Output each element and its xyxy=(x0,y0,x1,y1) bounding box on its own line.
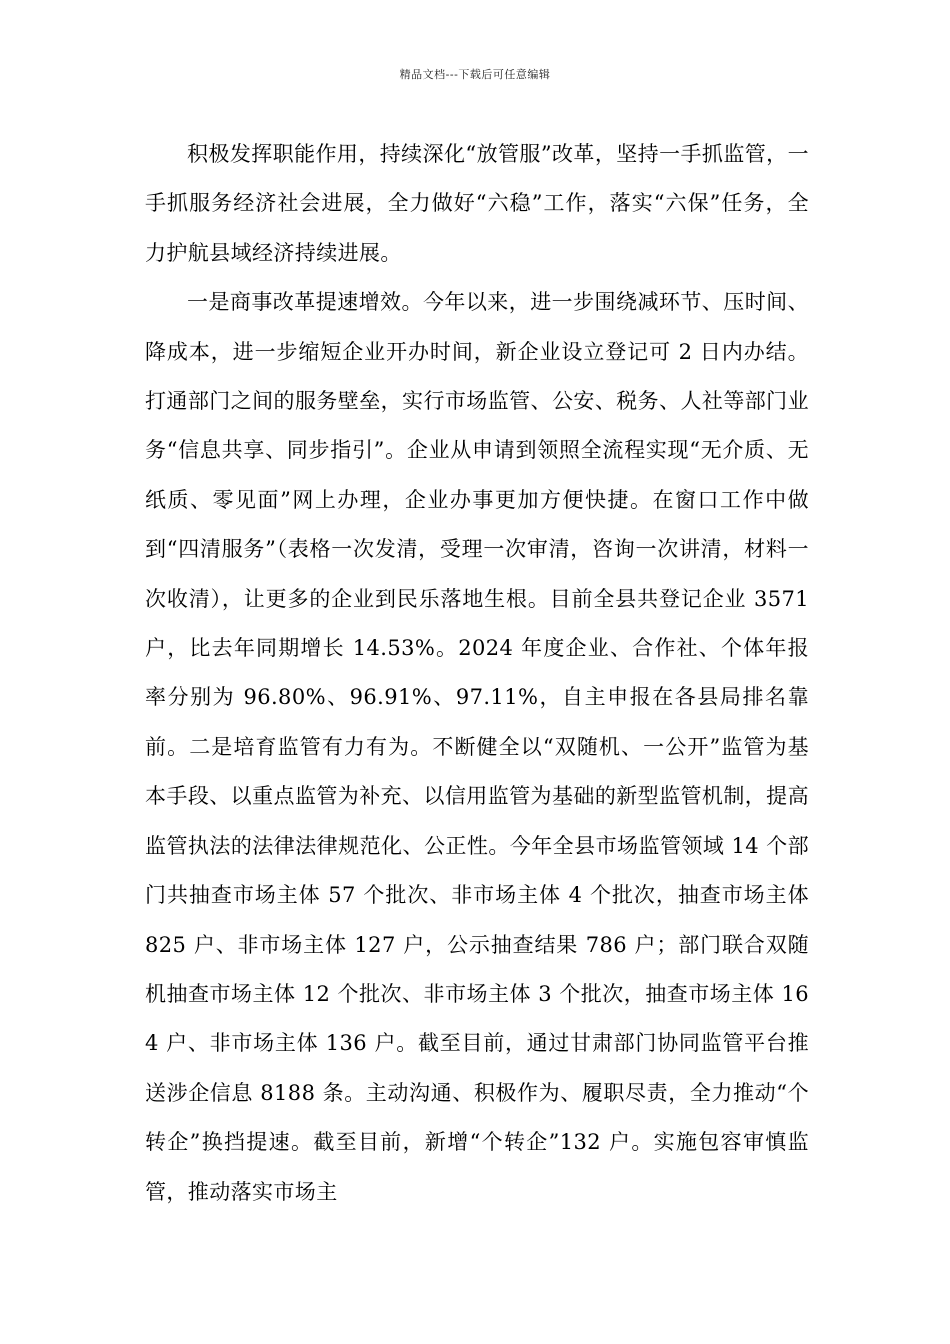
document-body xyxy=(145,130,809,1217)
paragraph-intro: 积极发挥职能作用，持续深化“放管服”改革，坚持一手抓监管，一手抓服务经济社会进展，全力做好“六稳”工作，落实“六保”任务，全力护航县域经济持续进展。 xyxy=(145,142,809,265)
paragraph-reform: 一是商事改革提速增效。今年以来，进一步围绕减环节、压时间、降成本，进一步缩短企业开办时间，新企业设立登记可 2 日内办结。打通部门之间的服务壁垒，实行市场监管、公安、税务、人社等部门业务“信息共享、同步指引”。企业从申请到领照全流程实现“无介质、无纸质、零见面”网上办理，企业办事更加方便快捷。在窗口工作中做到“四清服务”（表格一次发清，受理一次审清，咨询一次讲清，材料一次收清），让更多的企业到民乐落地生根。目前全县共登记企业 3571 户，比去年同期增长 14.53%。2024 年度企业、合作社、个体年报率分别为 96.80%、96.91%、97.11%，自主申报在各县局排名靠前。二是培育监管有力有为。不断健全以“双随机、一公开”监管为基本手段、以重点监管为补充、以信用监管为基础的新型监管机制，提高监管执法的法律法律规范化、公正性。今年全县市场监管领域 14 个部门共抽查市场主体 57 个批次、非市场主体 4 个批次，抽查市场主体 825 户、非市场主体 127 户，公示抽查结果 786 户；部门联合双随机抽查市场主体 12 个批次、非市场主体 3 个批次，抽查市场主体 164 户、非市场主体 136 户。截至目前，通过甘肃部门协同监管平台推送涉企信息 8188 条。主动沟通、积极作为、履职尽责，全力推动“个转企”换挡提速。截至目前，新增“个转企”132 户。实施包容审慎监管，推动落实市场主 xyxy=(145,290,809,1204)
page-header: 精品文档---下载后可任意编辑 xyxy=(399,68,551,81)
